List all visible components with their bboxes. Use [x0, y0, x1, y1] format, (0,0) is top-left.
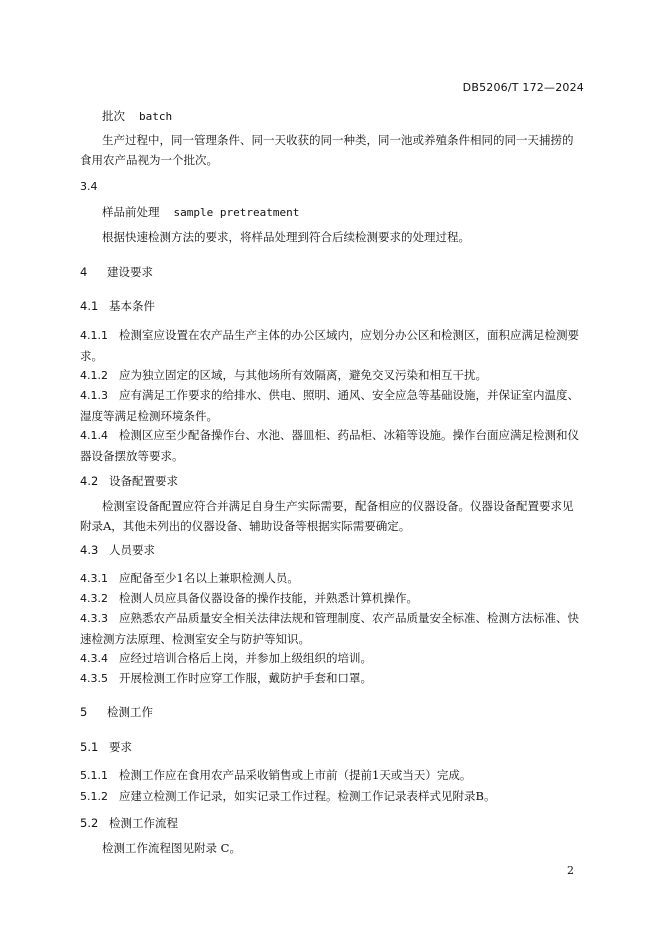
section-4-2-text: 检测室设备配置应符合并满足自身生产实际需要，配备相应的仪器设备。仪器设备配置要求见附录A，其他未列出的仪器设备、辅助设备等根据实际需要确定。	[80, 499, 574, 533]
term-en: batch	[139, 110, 173, 123]
clause-4-3-1	[80, 568, 584, 589]
clause-text: 应配备至少1名以上兼职检测人员。	[119, 571, 299, 585]
section-number: 4.2	[80, 474, 99, 488]
clause-number: 5.1.1	[80, 769, 108, 782]
section-5-2-text: 检测工作流程图见附录 C。	[102, 841, 241, 855]
clause-text: 检测区应至少配备操作台、水池、器皿柜、药品柜、冰箱等设施。操作台面应满足检测和仪器设备摆放等要求。	[80, 428, 579, 463]
section-title: 基本条件	[109, 299, 155, 313]
clause-text: 应经过培训合格后上岗，并参加上级组织的培训。	[119, 651, 372, 665]
clause-number: 5.1.2	[80, 790, 108, 803]
clause-number: 4.1.4	[80, 429, 108, 442]
clause-text: 检测工作应在食用农产品采收销售或上市前（提前1天或当天）完成。	[119, 768, 472, 782]
term-sample-pretreatment-definition: 根据快速检测方法的要求，将样品处理到符合后续检测要求的处理过程。	[102, 230, 470, 244]
document-code: DB5206/T 172—2024	[462, 81, 584, 94]
clause-number: 4.1.2	[80, 369, 108, 382]
clause-number: 4.3.2	[80, 592, 108, 605]
clause-4-3-4	[80, 648, 584, 669]
clause-text: 应为独立固定的区域，与其他场所有效隔离，避免交叉污染和相互干扰。	[119, 368, 487, 382]
section-4-heading	[80, 264, 153, 280]
term-number: 3.4	[80, 180, 98, 193]
section-number: 4	[80, 265, 88, 279]
section-4-2-heading	[80, 473, 178, 489]
clause-text: 应有满足工作要求的给排水、供电、照明、通风、安全应急等基础设施，并保证室内温度、湿度等满足检测环境条件。	[80, 388, 579, 423]
clause-5-1-2	[80, 786, 584, 807]
clause-text: 应建立检测工作记录，如实记录工作过程。检测工作记录表样式见附录B。	[119, 789, 496, 803]
clause-text: 应熟悉农产品质量安全相关法律法规和管理制度、农产品质量安全标准、检测方法标准、快速检测方法原理、检测室安全与防护等知识。	[80, 611, 579, 646]
clause-4-1-1	[80, 325, 584, 366]
section-title: 建设要求	[107, 265, 153, 279]
section-title: 设备配置要求	[109, 474, 178, 488]
term-zh: 批次	[102, 109, 125, 123]
term-sample-pretreatment-heading	[102, 204, 299, 220]
section-number: 5.2	[80, 816, 99, 830]
clause-number: 4.3.1	[80, 572, 108, 585]
section-number: 4.1	[80, 299, 99, 313]
clause-4-1-2	[80, 365, 584, 386]
clause-4-1-3	[80, 385, 584, 426]
clause-number: 4.1.1	[80, 329, 108, 342]
section-4-1-heading	[80, 298, 155, 314]
term-batch-heading	[102, 108, 172, 124]
section-number: 4.3	[80, 543, 99, 557]
clause-number: 4.3.5	[80, 672, 108, 685]
term-zh: 样品前处理	[102, 205, 160, 219]
section-title: 要求	[109, 740, 132, 754]
page-number: 2	[567, 864, 574, 877]
clause-text: 开展检测工作时应穿工作服，戴防护手套和口罩。	[119, 671, 372, 685]
clause-4-1-4	[80, 425, 584, 466]
clause-5-1-1	[80, 765, 584, 786]
section-5-1-heading	[80, 739, 132, 755]
clause-number: 4.3.3	[80, 612, 108, 625]
clause-number: 4.3.4	[80, 652, 108, 665]
clause-4-3-5	[80, 668, 584, 689]
section-title: 检测工作流程	[109, 816, 178, 830]
clause-text: 检测室应设置在农产品生产主体的办公区域内，应划分办公区和检测区，面积应满足检测要求。	[80, 328, 579, 363]
term-batch-definition: 生产过程中，同一管理条件、同一天收获的同一种类，同一池或养殖条件相同的同一天捕捞的食用农产品视为一个批次。	[80, 133, 574, 167]
clause-number: 4.1.3	[80, 389, 108, 402]
section-4-3-heading	[80, 542, 155, 558]
clause-text: 检测人员应具备仪器设备的操作技能，并熟悉计算机操作。	[119, 591, 418, 605]
section-number: 5.1	[80, 740, 99, 754]
section-5-heading	[80, 704, 153, 720]
section-number: 5	[80, 705, 88, 719]
section-5-2-heading	[80, 815, 178, 831]
term-en: sample pretreatment	[173, 206, 300, 219]
section-title: 检测工作	[107, 705, 153, 719]
section-title: 人员要求	[109, 543, 155, 557]
clause-4-3-2	[80, 588, 584, 609]
clause-4-3-3	[80, 608, 584, 649]
